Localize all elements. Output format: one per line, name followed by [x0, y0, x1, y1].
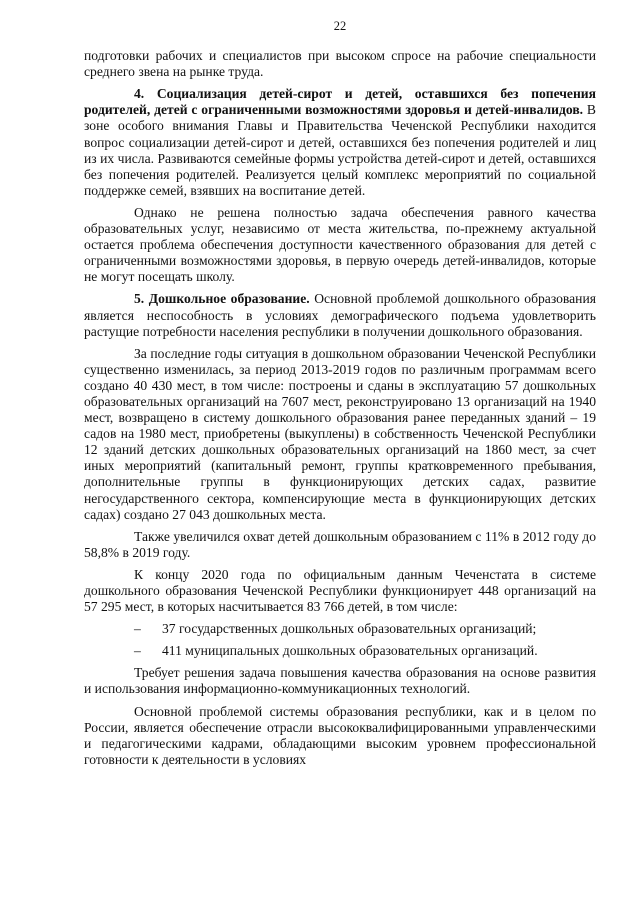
paragraph-preschool: 5. Дошкольное образование. Основной проблемой дошкольного образования является неспособность в условиях демографического подъема удовлетворить растущие потребности населения республики в получении дошкольного образования. — [84, 291, 596, 339]
paragraph-continuation: подготовки рабочих и специалистов при высоком спросе на рабочие специальности среднего звена на рынке труда. — [84, 48, 596, 80]
page-number: 22 — [333, 19, 347, 33]
list-item: – 37 государственных дошкольных образовательных организаций; — [134, 621, 537, 637]
paragraph-staffing: Основной проблемой системы образования республики, как и в целом по России, является обеспечение отрасли высококвалифицированными управленческими и педагогическими кадрами, обладающими высоким уровнем профессиональной готовности к деятельности в условиях — [84, 703, 596, 767]
document-page — [84, 18, 596, 774]
paragraph-coverage: Также увеличился охват детей дошкольным образованием с 11% в 2012 году до 58,8% в 2019 году. — [84, 528, 596, 560]
dash-marker: – — [134, 621, 141, 637]
paragraph-recent-years: За последние годы ситуация в дошкольном образовании Чеченской Республики существенно изменилась, за период 2013-2019 годов по различным программам всего создано 40 430 мест, в том числе: построены и сданы в эксплуатацию 57 дошкольных образовательных организаций на 7607 мест, реконструировано 13 организаций на 1940 мест, возвращено в систему дошкольного образования ранее переданных зданий – 19 садов на 1980 мест, приобретены (выкуплены) в собственность Чеченской Республики 12 зданий детских дошкольных образовательных организаций на 1860 мест, за счет иных мероприятий (капитальный ремонт, группы кратковременного пребывания, дополнительные группы в функционирующих детских садах, развитие негосударственного сектора, компенсирующие места в функционирующих детских садах) создано 27 043 дошкольных места. — [84, 345, 596, 522]
paragraph-end-2020: К концу 2020 года по официальным данным Чеченстата в системе дошкольного образования Чеченской Республики функционирует 448 организаций на 57 295 мест, в которых насчитывается 83 766 детей, в том числе: — [84, 566, 596, 615]
section-heading-5: 5. Дошкольное образование. — [134, 291, 310, 307]
paragraph-ict: Требует решения задача повышения качества образования на основе развития и использования информационно-коммуникационных технологий. — [84, 665, 596, 697]
section-heading-4: 4. Социализация детей-сирот и детей, оставшихся без попечения родителей, детей с ограниченными возможностями здоровья и детей-инвалидов. — [84, 86, 596, 118]
paragraph-equal-quality: Однако не решена полностью задача обеспечения равного качества образовательных услуг, независимо от места жительства, по-прежнему актуальной остается проблема обеспечения доступности качественного образования для детей с ограниченными возможностями здоровья, в первую очередь детей-инвалидов, которые не могут посещать школу. — [84, 204, 596, 285]
dash-marker: – — [134, 643, 141, 659]
paragraph-socialization: 4. Социализация детей-сирот и детей, оставшихся без попечения родителей, детей с ограниченными возможностями здоровья и детей-инвалидов. В зоне особого внимания Главы и Правительства Чеченской Республики находится вопрос социализации детей-сирот и детей, оставшихся без попечения родителей и лиц из их числа. Развиваются семейные формы устройства детей-сирот и детей, оставшихся без попечения родителей. Реализуется целый комплекс мероприятий по социальной поддержке семей, взявших на воспитание детей. — [84, 86, 597, 198]
list-item: – 411 муниципальных дошкольных образовательных организаций. — [134, 643, 538, 659]
